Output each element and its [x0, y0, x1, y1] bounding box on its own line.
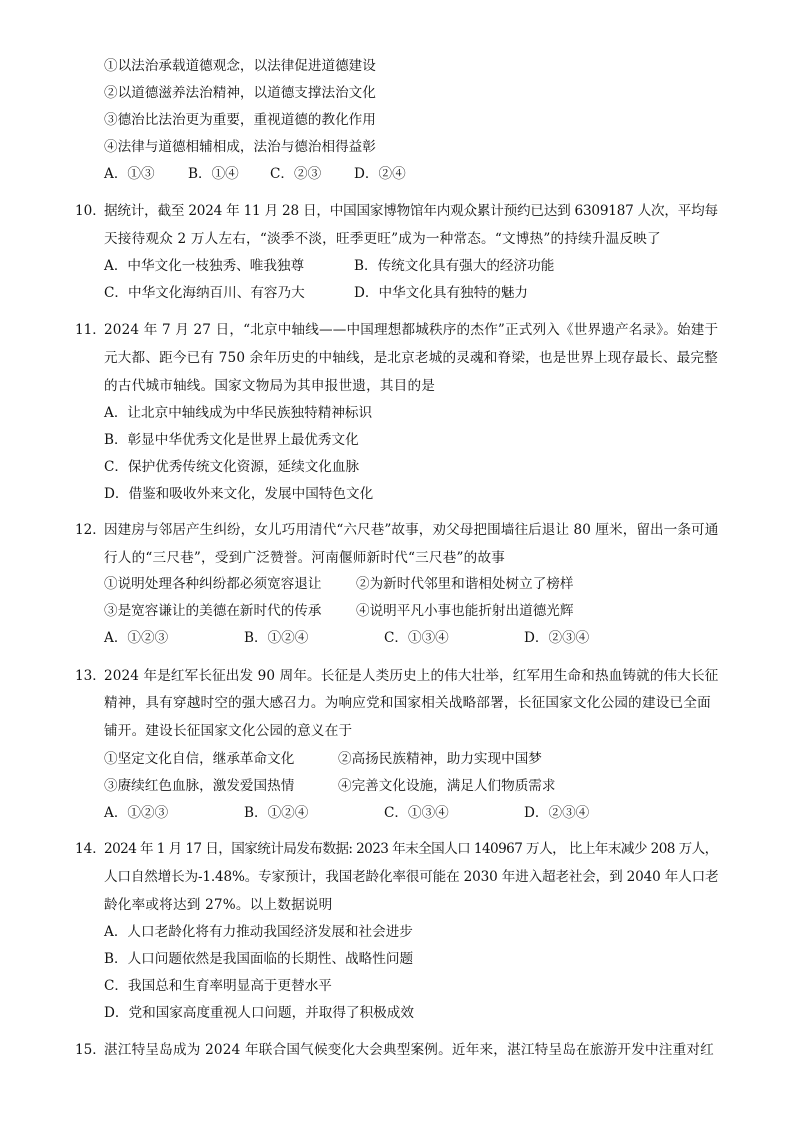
option-b: B．传统文化具有强大的经济功能: [354, 258, 555, 274]
question-stem-line-1: 2024 年是红军长征出发 90 周年。长征是人类历史上的伟大壮举，红军用生命和热血铸就的伟大长征: [104, 668, 719, 684]
statement-3: ③赓续红色血脉，激发爱国热情: [104, 778, 295, 794]
option-b: B．①②④: [244, 805, 309, 821]
option-c: C．②③: [270, 166, 322, 182]
statement-1: ①以法治承载道德观念，以法律促进道德建设: [104, 58, 376, 74]
question-stem-line-2: 行人的“三尺巷”，受到广泛赞誉。河南偃师新时代“三尺巷”的故事: [104, 550, 506, 566]
option-c: C．我国总和生育率明显高于更替水平: [104, 978, 332, 994]
question-stem-line-1: 湛江特呈岛成为 2024 年联合国气候变化大会典型案例。近年来，湛江特呈岛在旅游开发中注重对红: [104, 1042, 714, 1058]
option-d: D．中华文化具有独特的魅力: [354, 285, 529, 301]
option-b: B．①②④: [244, 630, 309, 646]
option-b: B．彰显中华优秀文化是世界上最优秀文化: [104, 432, 359, 448]
question-number: 14．: [75, 841, 106, 857]
question-stem-line-2: 天接待观众 2 万人左右，“淡季不淡，旺季更旺”成为一种常态。“文博热”的持续升温反映了: [104, 231, 661, 247]
statement-4: ④完善文化设施，满足人们物质需求: [338, 778, 556, 794]
question-number: 13．: [75, 668, 106, 684]
statement-2: ②高扬民族精神，助力实现中国梦: [338, 751, 542, 767]
option-d: D．②④: [354, 166, 406, 182]
statement-3: ③德治比法治更为重要，重视道德的教化作用: [104, 112, 376, 128]
question-stem-line-3: 龄化率或将达到 27%。以上数据说明: [104, 897, 333, 913]
question-number: 10．: [75, 203, 106, 219]
option-a: A．人口老龄化将有力推动我国经济发展和社会进步: [104, 924, 413, 940]
option-a: A．①③: [104, 166, 155, 182]
option-b: B．①④: [188, 166, 239, 182]
option-c: C．①③④: [384, 805, 449, 821]
question-stem-line-3: 的古代城市轴线。国家文物局为其申报世遗，其目的是: [104, 378, 436, 394]
statement-4: ④说明平凡小事也能折射出道德光辉: [356, 603, 574, 619]
question-stem-line-1: 2024 年 1 月 17 日，国家统计局发布数据: 2023 年末全国人口 140967 万人， 比上年末减少 208 万人，: [104, 841, 718, 857]
question-stem-line-1: 因建房与邻居产生纠纷，女儿巧用清代“六尺巷”故事，劝父母把围墙往后退让 80 厘米，留出一条可通: [104, 522, 719, 538]
question-number: 11．: [75, 322, 106, 338]
option-a: A．①②③: [104, 630, 169, 646]
question-number: 12．: [75, 522, 106, 538]
statement-3: ③是宽容谦让的美德在新时代的传承: [104, 603, 322, 619]
question-number: 15．: [75, 1042, 106, 1058]
option-d: D．党和国家高度重视人口问题，并取得了积极成效: [104, 1005, 414, 1021]
option-b: B．人口问题依然是我国面临的长期性、战略性问题: [104, 951, 414, 967]
statement-2: ②以道德滋养法治精神，以道德支撑法治文化: [104, 85, 376, 101]
question-stem-line-3: 铺开。建设长征国家文化公园的意义在于: [104, 723, 353, 739]
option-a: A．①②③: [104, 805, 169, 821]
question-stem-line-1: 2024 年 7 月 27 日，“北京中轴线——中国理想都城秩序的杰作”正式列入《世界遗产名录》。始建于: [104, 322, 719, 338]
question-stem-line-2: 人口自然增长为-1.48%。专家预计，我国老龄化率很可能在 2030 年进入超老社会，到 2040 年人口老: [104, 869, 719, 885]
option-d: D．②③④: [524, 630, 590, 646]
option-a: A．中华文化一枝独秀、唯我独尊: [104, 258, 305, 274]
question-stem-line-2: 元大都、距今已有 750 余年历史的中轴线，是北京老城的灵魂和脊梁，也是世界上现存最长、最完整: [104, 350, 718, 366]
question-stem-line-1: 据统计，截至 2024 年 11 月 28 日，中国国家博物馆年内观众累计预约已达到 6309187 人次，平均每: [104, 203, 718, 219]
statement-4: ④法律与道德相辅相成，法治与德治相得益彰: [104, 139, 376, 155]
statement-2: ②为新时代邻里和谐相处树立了榜样: [356, 576, 574, 592]
option-c: C．①③④: [384, 630, 449, 646]
option-c: C．中华文化海纳百川、有容乃大: [104, 285, 305, 301]
option-d: D．借鉴和吸收外来文化，发展中国特色文化: [104, 486, 374, 502]
option-c: C．保护优秀传统文化资源，延续文化血脉: [104, 459, 360, 475]
option-a: A．让北京中轴线成为中华民族独特精神标识: [104, 405, 373, 421]
statement-1: ①坚定文化自信，继承革命文化: [104, 751, 295, 767]
question-stem-line-2: 精神，具有穿越时空的强大感召力。为响应党和国家相关战略部署，长征国家文化公园的建设已全面: [104, 695, 711, 711]
statement-1: ①说明处理各种纠纷都必须宽容退让: [104, 576, 322, 592]
option-d: D．②③④: [524, 805, 590, 821]
